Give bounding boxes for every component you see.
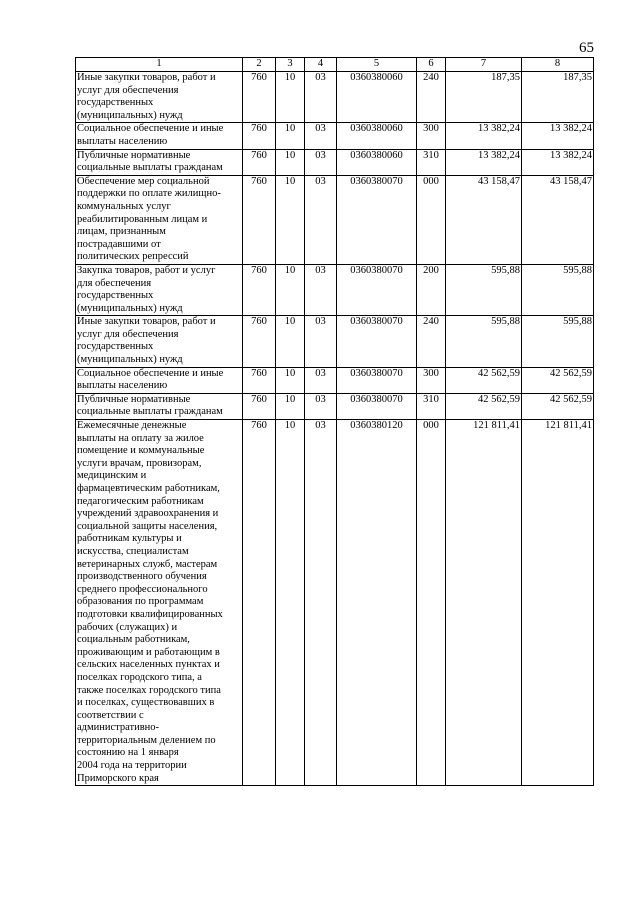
row-name-line: услуг для обеспечения: [77, 328, 179, 340]
subsection-code-cell: 03: [305, 175, 337, 264]
row-name-line: производственного обучения: [77, 571, 207, 583]
row-name-line: Обеспечение мер социальной: [77, 175, 210, 187]
row-name-cell: [76, 175, 243, 264]
row-name-line: учреждений здравоохранения и: [77, 508, 219, 520]
amount-cell-col7: 13 382,24: [446, 123, 522, 149]
row-name-line: образования по программам: [77, 596, 204, 608]
amount-cell-col7: 595,88: [446, 264, 522, 315]
subsection-code-cell: 03: [305, 393, 337, 419]
amount-cell-col8: 13 382,24: [522, 149, 594, 175]
column-header: 5: [337, 58, 417, 72]
amount-cell-col7: 187,35: [446, 72, 522, 123]
amount-cell-col7: 13 382,24: [446, 149, 522, 175]
row-name-line: социальные выплаты гражданам: [77, 162, 223, 174]
expense-type-code-cell: 300: [417, 367, 446, 393]
expense-type-code-cell: 240: [417, 72, 446, 123]
row-name-line: Социальное обеспечение и иные: [77, 367, 224, 379]
row-name-line: рабочих (служащих) и: [77, 621, 178, 633]
amount-cell-col8: 13 382,24: [522, 123, 594, 149]
table-row: [76, 367, 594, 393]
row-name-cell: [76, 316, 243, 367]
row-name-line: государственных: [77, 97, 154, 109]
target-article-code-cell: 0360380070: [337, 367, 417, 393]
column-header: 1: [76, 58, 243, 72]
row-name-line: медицинским и: [77, 470, 147, 482]
ved-code-cell: 760: [243, 175, 276, 264]
row-name-line: работникам культуры и: [77, 533, 182, 545]
amount-cell-col8: 42 562,59: [522, 367, 594, 393]
expense-type-code-cell: 310: [417, 149, 446, 175]
row-name-line: услуги врачам, провизорам,: [77, 457, 202, 469]
row-name-line: 2004 года на территории: [77, 760, 187, 772]
section-code-cell: 10: [276, 149, 305, 175]
amount-cell-col8: 42 562,59: [522, 393, 594, 419]
row-name-line: коммунальных услуг: [77, 200, 171, 212]
row-name-cell: [76, 72, 243, 123]
section-code-cell: 10: [276, 316, 305, 367]
amount-cell-col7: 42 562,59: [446, 393, 522, 419]
amount-cell-col8: 595,88: [522, 316, 594, 367]
row-name-line: социальной защиты населения,: [77, 520, 218, 532]
target-article-code-cell: 0360380070: [337, 393, 417, 419]
row-name-line: социальным работникам,: [77, 634, 190, 646]
amount-cell-col8: 187,35: [522, 72, 594, 123]
row-name-line: Публичные нормативные: [77, 149, 191, 161]
row-name-line: пострадавшими от: [77, 238, 161, 250]
expense-type-code-cell: 310: [417, 393, 446, 419]
target-article-code-cell: 0360380120: [337, 420, 417, 786]
row-name-line: Публичные нормативные: [77, 393, 191, 405]
row-name-line: состоянию на 1 января: [77, 747, 179, 759]
row-name-line: выплаты населению: [77, 135, 168, 147]
amount-cell-col8: 595,88: [522, 264, 594, 315]
row-name-line: также поселках городского типа: [77, 684, 221, 696]
expense-type-code-cell: 000: [417, 420, 446, 786]
row-name-cell: [76, 393, 243, 419]
row-name-line: государственных: [77, 341, 154, 353]
row-name-line: фармацевтическим работникам,: [77, 483, 220, 494]
page-number: 65: [579, 40, 594, 56]
row-name-line: Закупка товаров, работ и услуг: [77, 264, 216, 276]
row-name-cell: [76, 367, 243, 393]
ved-code-cell: 760: [243, 72, 276, 123]
table-row: [76, 72, 594, 123]
section-code-cell: 10: [276, 175, 305, 264]
section-code-cell: 10: [276, 367, 305, 393]
column-header: 3: [276, 58, 305, 72]
row-name-line: Социальное обеспечение и иные: [77, 123, 224, 135]
row-name-line: педагогическим работникам: [77, 495, 204, 507]
row-name-cell: [76, 123, 243, 149]
expense-type-code-cell: 240: [417, 316, 446, 367]
amount-cell-col7: 43 158,47: [446, 175, 522, 264]
expense-type-code-cell: 300: [417, 123, 446, 149]
section-code-cell: 10: [276, 420, 305, 786]
ved-code-cell: 760: [243, 420, 276, 786]
row-name-line: среднего профессионального: [77, 583, 208, 595]
row-name-line: проживающим и работающим в: [77, 646, 220, 658]
ved-code-cell: 760: [243, 264, 276, 315]
row-name-line: реабилитированным лицам и: [77, 213, 208, 225]
target-article-code-cell: 0360380060: [337, 149, 417, 175]
row-name-line: поселках городского типа, а: [77, 671, 202, 683]
target-article-code-cell: 0360380070: [337, 175, 417, 264]
row-name-line: Ежемесячные денежные: [77, 420, 187, 432]
subsection-code-cell: 03: [305, 420, 337, 786]
amount-cell-col8: 43 158,47: [522, 175, 594, 264]
row-name-line: услуг для обеспечения: [77, 84, 179, 96]
row-name-cell: [76, 264, 243, 315]
row-name-line: Иные закупки товаров, работ и: [77, 72, 216, 83]
expense-type-code-cell: 200: [417, 264, 446, 315]
amount-cell-col7: 42 562,59: [446, 367, 522, 393]
row-name-line: Иные закупки товаров, работ и: [77, 316, 216, 328]
ved-code-cell: 760: [243, 367, 276, 393]
ved-code-cell: 760: [243, 123, 276, 149]
target-article-code-cell: 0360380060: [337, 123, 417, 149]
column-header-row: [76, 58, 594, 72]
row-name-line: политических репрессий: [77, 251, 189, 263]
row-name-line: соответствии с: [77, 709, 144, 721]
row-name-line: социальные выплаты гражданам: [77, 406, 223, 418]
row-name-line: подготовки квалифицированных: [77, 608, 223, 620]
row-name-line: ветеринарных служб, мастерам: [77, 558, 218, 570]
ved-code-cell: 760: [243, 149, 276, 175]
row-name-line: выплаты на оплату за жилое: [77, 432, 204, 444]
table-row: [76, 420, 594, 786]
amount-cell-col7: 121 811,41: [446, 420, 522, 786]
subsection-code-cell: 03: [305, 316, 337, 367]
expense-type-code-cell: 000: [417, 175, 446, 264]
row-name-line: (муниципальных) нужд: [77, 302, 183, 314]
table-row: [76, 264, 594, 315]
section-code-cell: 10: [276, 72, 305, 123]
row-name-line: территориальным делением по: [77, 734, 216, 746]
subsection-code-cell: 03: [305, 367, 337, 393]
target-article-code-cell: 0360380070: [337, 264, 417, 315]
section-code-cell: 10: [276, 123, 305, 149]
section-code-cell: 10: [276, 393, 305, 419]
row-name-line: Приморского края: [77, 772, 159, 784]
column-header: 8: [522, 58, 594, 72]
target-article-code-cell: 0360380070: [337, 316, 417, 367]
ved-code-cell: 760: [243, 316, 276, 367]
row-name-line: государственных: [77, 290, 154, 302]
row-name-line: лицам, признанным: [77, 226, 166, 238]
budget-table: [75, 57, 594, 786]
row-name-line: для обеспечения: [77, 277, 152, 289]
column-header: 7: [446, 58, 522, 72]
amount-cell-col8: 121 811,41: [522, 420, 594, 786]
ved-code-cell: 760: [243, 393, 276, 419]
table-row: [76, 316, 594, 367]
row-name-cell: [76, 149, 243, 175]
row-name-line: (муниципальных) нужд: [77, 109, 183, 121]
section-code-cell: 10: [276, 264, 305, 315]
row-name-line: выплаты населению: [77, 380, 168, 392]
subsection-code-cell: 03: [305, 264, 337, 315]
subsection-code-cell: 03: [305, 72, 337, 123]
target-article-code-cell: 0360380060: [337, 72, 417, 123]
column-header: 4: [305, 58, 337, 72]
row-name-line: искусства, специалистам: [77, 545, 189, 557]
table-row: [76, 175, 594, 264]
row-name-line: (муниципальных) нужд: [77, 354, 183, 366]
row-name-cell: [76, 420, 243, 786]
row-name-line: помещение и коммунальные: [77, 445, 205, 457]
subsection-code-cell: 03: [305, 123, 337, 149]
row-name-line: поддержки по оплате жилищно-: [77, 188, 221, 200]
column-header: 6: [417, 58, 446, 72]
row-name-line: сельских населенных пунктах и: [77, 659, 220, 671]
table-row: [76, 149, 594, 175]
column-header: 2: [243, 58, 276, 72]
amount-cell-col7: 595,88: [446, 316, 522, 367]
subsection-code-cell: 03: [305, 149, 337, 175]
row-name-line: и поселках, существовавших в: [77, 697, 215, 709]
table-row: [76, 393, 594, 419]
row-name-line: административно-: [77, 722, 160, 734]
table-row: [76, 123, 594, 149]
